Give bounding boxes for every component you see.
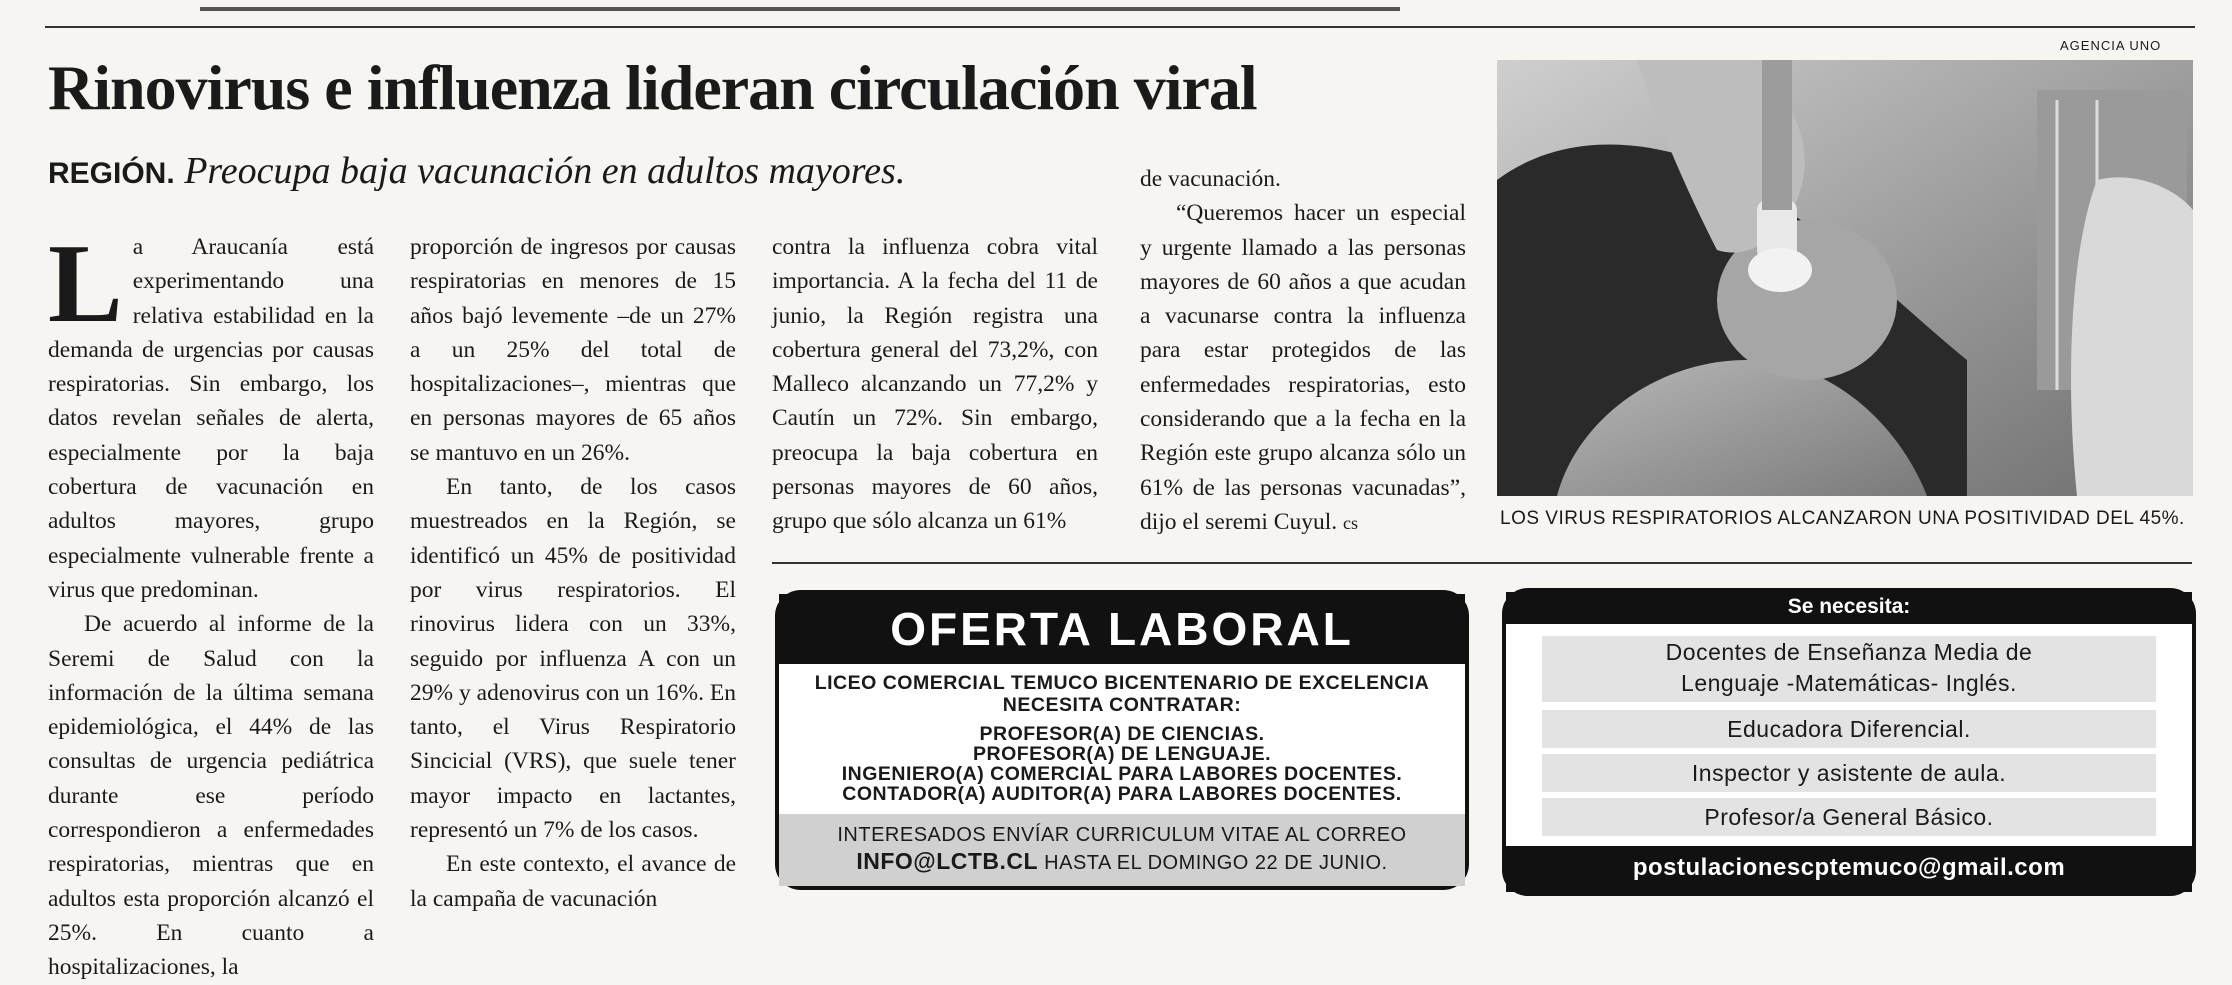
kicker: REGIÓN. — [48, 157, 175, 190]
ad-title: OFERTA LABORAL — [779, 594, 1465, 664]
ad-school — [779, 672, 1465, 716]
dropcap: L — [48, 222, 123, 346]
hiring-line: NECESITA CONTRATAR: — [1002, 694, 1242, 716]
paragraph: contra la influenza cobra vital importancia. A la fecha del 11 de junio, la Región registra una cobertura general del 73,2%, con Malleco alcanzando un 77,2% y Cautín un 72%. Sin embargo, preocupa la baja cobertura en personas mayores de 60 años, grupo que sólo alcanza un 61% — [772, 234, 1098, 535]
paragraph: de vacunación. — [1140, 166, 1281, 192]
role-item: CONTADOR(A) AUDITOR(A) PARA LABORES DOCENTES. — [842, 783, 1402, 805]
contact-email[interactable]: INFO@LCTB.CL — [856, 848, 1039, 874]
paragraph — [48, 222, 374, 607]
end-mark: cs — [1343, 512, 1358, 533]
job-ad-se-necesita — [1502, 588, 2196, 896]
ad-email[interactable]: postulacionescptemuco@gmail.com — [1506, 846, 2192, 892]
section-rule — [772, 562, 2192, 564]
ad-item-educadora: Educadora Diferencial. — [1542, 710, 2156, 748]
subheadline — [48, 148, 905, 197]
ad-roles — [779, 724, 1465, 804]
ad-item-line: Lenguaje -Matemáticas- Inglés. — [1681, 670, 2017, 696]
article-column-4 — [1140, 162, 1466, 540]
job-ad-oferta-laboral — [775, 590, 1469, 890]
ad-item-docentes — [1542, 636, 2156, 702]
photo-credit: AGENCIA UNO — [2060, 38, 2162, 53]
role-item: PROFESOR(A) DE LENGUAJE. — [972, 743, 1272, 765]
previous-article-fragment — [200, 0, 1400, 6]
article-column-3 — [772, 230, 1098, 540]
paragraph: De acuerdo al informe de la Seremi de Salud con la información de la última semana epidemiológica, el 44% de las consultas de urgencia pediátrica durante ese período correspondieron a enfermedades respiratorias, mientras que en adultos esta proporción alcanzó el 25%. En cuanto a hospitalizaciones, la — [48, 611, 374, 981]
article-photo — [1497, 60, 2193, 496]
ad-header: Se necesita: — [1506, 592, 2192, 624]
paragraph — [1140, 196, 1466, 540]
contact-line-2 — [779, 848, 1465, 876]
role-item: PROFESOR(A) DE CIENCIAS. — [979, 723, 1265, 745]
article-column-1 — [48, 222, 374, 981]
ad-contact — [779, 814, 1465, 886]
paragraph: En tanto, de los casos muestreados en la Región, se identificó un 45% de positividad por virus respiratorios. El rinovirus lidera con un 33%, seguido por influenza A con un 29% y adenovirus con un 16%. En tanto, el Virus Respiratorio Sincicial (VRS), que suele tener mayor impacto en lactantes, representó un 7% de los casos. — [410, 474, 736, 844]
school-name: LICEO COMERCIAL TEMUCO BICENTENARIO DE EXCELENCIA — [814, 672, 1430, 694]
ad-item-profesor: Profesor/a General Básico. — [1542, 798, 2156, 836]
ad-item-line: Docentes de Enseñanza Media de — [1665, 639, 2033, 665]
photo-caption: LOS VIRUS RESPIRATORIOS ALCANZARON UNA POSITIVIDAD DEL 45%. — [1500, 508, 2185, 529]
paragraph: En este contexto, el avance de la campaña de vacunación — [410, 851, 736, 912]
ad-item-inspector: Inspector y asistente de aula. — [1542, 754, 2156, 792]
contact-line: INTERESADOS ENVÍAR CURRICULUM VITAE AL CORREO — [837, 824, 1407, 846]
article-column-2 — [410, 230, 736, 924]
role-item: INGENIERO(A) COMERCIAL PARA LABORES DOCENTES. — [841, 763, 1403, 785]
quote-text: “Queremos hacer un especial y urgente llamado a las personas mayores de 60 años a que acudan a vacunarse contra la influenza para estar protegidos de las enfermedades respiratorias, esto considerando que a la fecha en la Región este grupo alcanza sólo un 61% de las personas vacunadas”, dijo el seremi Cuyul. — [1140, 200, 1466, 535]
top-rule — [45, 26, 2195, 28]
headline: Rinovirus e influenza lideran circulación viral — [48, 52, 1257, 123]
deadline: HASTA EL DOMINGO 22 DE JUNIO. — [1044, 852, 1388, 874]
paragraph: proporción de ingresos por causas respiratorias en menores de 15 años bajó levemente –de un 27% a un 25% del total de hospitalizaciones–, mientras que en personas mayores de 65 años se mantuvo en un 26%. — [410, 234, 736, 466]
deck: Preocupa baja vacunación en adultos mayores. — [184, 150, 906, 192]
paragraph-text: a Araucanía está experimentando una relativa estabilidad en la demanda de urgencias por causas respiratorias. Sin embargo, los datos revelan señales de alerta, especialmente por la baja cobertura de vacunación en adultos mayores, grupo especialmente vulnerable frente a virus que predominan. — [48, 234, 374, 603]
